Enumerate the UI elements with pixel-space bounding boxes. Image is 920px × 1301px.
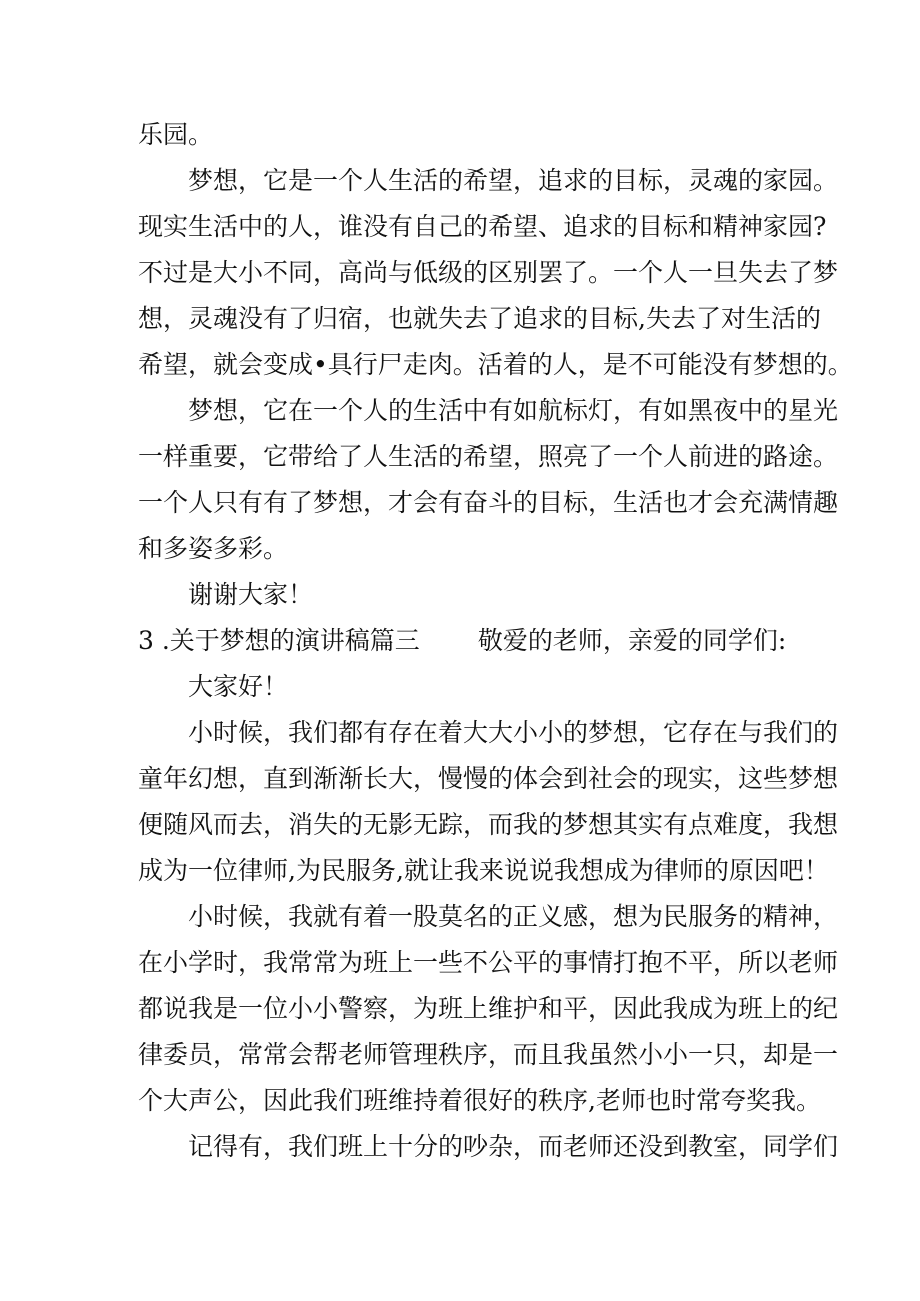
text-line: 律委员，常常会帮老师管理秩序，而且我虽然小小一只，却是一: [138, 1040, 839, 1069]
text-line: 都说我是一位小小警察，为班上维护和平，因此我成为班上的纪: [138, 994, 839, 1023]
paragraph: [138, 112, 788, 158]
paragraph: [138, 1124, 839, 1170]
text-line: 记得有，我们班上十分的吵杂，而老师还没到教室，同学们: [188, 1132, 839, 1161]
text-line: 便随风而去，消失的无影无踪，而我的梦想其实有点难度，我想: [138, 810, 839, 839]
paragraph: [138, 664, 788, 710]
section-heading: [138, 618, 788, 664]
heading-salutation: 敬爱的老师，亲爱的同学们:: [477, 626, 787, 655]
text-line: 不过是大小不同，高尚与低级的区别罢了。一个人一旦失去了梦: [138, 258, 839, 287]
paragraph: [138, 894, 839, 1124]
document-body-part-1: [138, 112, 853, 618]
text-line: 小时候，我们都有存在着大大小小的梦想，它存在与我们的: [188, 718, 839, 747]
paragraph: [138, 572, 788, 618]
text-line: 童年幻想，直到渐渐长大，慢慢的体会到社会的现实，这些梦想: [138, 764, 839, 793]
text-line: 在小学时，我常常为班上一些不公平的事情打抱不平，所以老师: [138, 948, 839, 977]
text-line: 一样重要，它带给了人生活的希望，照亮了一个人前进的路途。: [138, 442, 839, 471]
text-line: 现实生活中的人，谁没有自己的希望、追求的目标和精神家园?: [138, 212, 827, 241]
heading-title: 3 .关于梦想的演讲稿篇三: [138, 626, 420, 655]
text-line: 希望，就会变成•具行尸走肉。活着的人，是不可能没有梦想的。: [138, 350, 853, 379]
text-line: 一个人只有有了梦想，才会有奋斗的目标，生活也才会充满情趣: [138, 488, 839, 517]
paragraph: [138, 388, 839, 572]
text-line: 成为一位律师,为民服务,就让我来说说我想成为律师的原因吧！: [138, 856, 829, 885]
text-line: 想，灵魂没有了归宿，也就失去了追求的目标,失去了对生活的: [138, 304, 821, 333]
text-line: 小时候，我就有着一股莫名的正义感，想为民服务的精神，: [188, 902, 839, 931]
text-line: 个大声公，因此我们班维持着很好的秩序,老师也时常夸奖我。: [138, 1086, 821, 1115]
paragraph: [138, 158, 853, 388]
text-line: 梦想，它在一个人的生活中有如航标灯，有如黑夜中的星光: [188, 396, 839, 425]
document-page: [138, 112, 853, 1170]
text-line: 谢谢大家！: [188, 580, 314, 609]
paragraph: [138, 710, 839, 894]
text-line: 梦想，它是一个人生活的希望，追求的目标，灵魂的家园。: [188, 166, 839, 195]
document-body-part-2: [138, 664, 839, 1170]
text-line: 大家好！: [188, 672, 289, 701]
text-line: 乐园。: [138, 120, 214, 149]
text-line: 和多姿多彩。: [138, 534, 289, 563]
